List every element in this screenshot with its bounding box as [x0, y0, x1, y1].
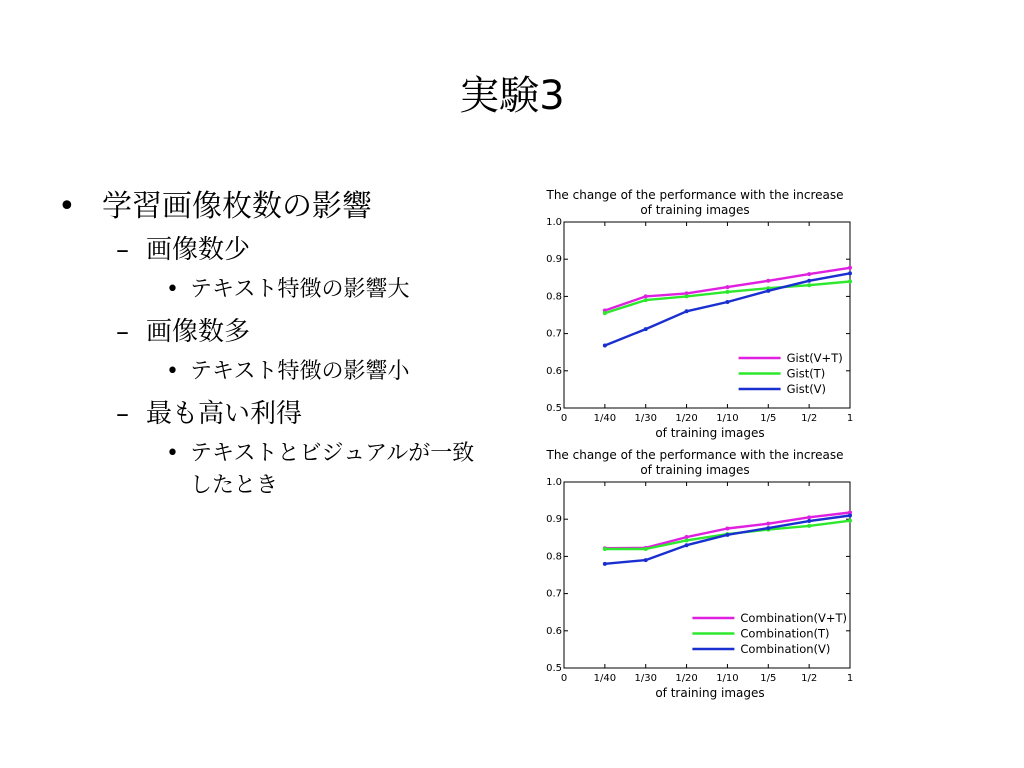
sub-bullet-text: 最も高い利得 [146, 399, 303, 429]
data-point [848, 266, 852, 270]
y-tick-label: 0.7 [546, 328, 562, 340]
legend-label: Combination(V) [740, 642, 831, 656]
series-line [605, 268, 850, 311]
sub-bullet-text: 画像数多 [146, 317, 251, 347]
sub-bullet-item [116, 230, 508, 270]
data-point [603, 547, 607, 551]
data-point [644, 294, 648, 298]
x-tick-label: 1/20 [675, 413, 698, 424]
x-tick-label: 1/10 [716, 673, 739, 684]
dash-marker: – [116, 235, 129, 265]
data-point [848, 271, 852, 275]
y-tick-label: 0.9 [546, 514, 562, 526]
x-tick-label: 1/40 [593, 673, 617, 684]
x-tick-label: 1/40 [593, 413, 617, 424]
dash-marker: – [116, 399, 129, 429]
dash-marker: – [116, 317, 129, 347]
data-point [807, 524, 811, 528]
x-tick-label: 1/30 [634, 673, 657, 684]
x-tick-label: 1/10 [716, 413, 739, 424]
x-tick-label: 1 [846, 413, 854, 424]
data-point [766, 526, 770, 530]
data-point [644, 558, 648, 562]
data-point [807, 279, 811, 283]
data-point [848, 280, 852, 284]
combination-performance-chart [527, 444, 867, 706]
data-point [766, 279, 770, 283]
chart-title: of training images [640, 463, 750, 477]
data-point [685, 309, 689, 313]
data-point [725, 533, 729, 537]
x-tick-label: 1/30 [634, 413, 657, 424]
chart-title: The change of the performance with the increase [546, 448, 844, 462]
data-point [603, 344, 607, 348]
y-tick-label: 0.5 [546, 403, 562, 414]
data-point [807, 272, 811, 276]
chart-title: of training images [640, 203, 750, 217]
data-point [644, 327, 648, 331]
sub-bullet-text: 画像数少 [146, 235, 251, 265]
legend-label: Gist(V) [786, 382, 827, 396]
y-tick-label: 1.0 [546, 477, 562, 488]
y-tick-label: 1.0 [546, 217, 562, 228]
sub-bullet-item [116, 394, 508, 434]
bullet-text: 学習画像枚数の影響 [102, 189, 372, 224]
data-point [766, 522, 770, 526]
legend-label: Gist(V+T) [786, 351, 843, 365]
x-axis-label: of training images [655, 426, 765, 440]
bullet-list [58, 186, 508, 508]
detail-bullet-text: テキスト特徴の影響大 [190, 277, 410, 302]
x-tick-label: 1/5 [760, 673, 777, 684]
data-point [848, 519, 852, 523]
x-tick-label: 1/2 [801, 673, 818, 684]
data-point [725, 290, 729, 294]
x-tick-label: 1/5 [760, 413, 777, 424]
x-tick-label: 1 [846, 673, 854, 684]
chart-title: The change of the performance with the increase [546, 188, 844, 202]
slide-title: 実験3 [459, 73, 565, 119]
detail-bullet-item [166, 356, 490, 388]
data-point [848, 513, 852, 517]
detail-bullet-item [166, 438, 490, 502]
x-tick-label: 0 [560, 413, 568, 424]
data-point [725, 300, 729, 304]
detail-bullet-item [166, 274, 490, 306]
detail-bullet-text: テキスト特徴の影響小 [190, 359, 410, 384]
series-line [605, 516, 850, 564]
gist-chart-svg [527, 184, 867, 446]
data-point [685, 294, 689, 298]
data-point [725, 527, 729, 531]
x-tick-label: 0 [560, 673, 568, 684]
y-tick-label: 0.9 [546, 254, 562, 266]
data-point [685, 543, 689, 547]
data-point [603, 562, 607, 566]
data-point [644, 547, 648, 551]
y-tick-label: 0.8 [546, 291, 562, 303]
legend-label: Combination(V+T) [740, 611, 848, 625]
bullet-marker: • [166, 277, 179, 302]
y-tick-label: 0.5 [546, 663, 562, 674]
data-point [807, 515, 811, 519]
data-point [685, 538, 689, 542]
data-point [603, 311, 607, 315]
detail-bullet-text: テキストとビジュアルが一致したとき [190, 441, 475, 498]
data-point [644, 298, 648, 302]
data-point [807, 283, 811, 287]
data-point [807, 519, 811, 523]
x-axis-label: of training images [655, 686, 765, 700]
sub-bullet-item [116, 312, 508, 352]
y-tick-label: 0.7 [546, 588, 562, 600]
y-tick-label: 0.6 [546, 365, 562, 377]
x-tick-label: 1/2 [801, 413, 818, 424]
bullet-marker: • [58, 189, 76, 224]
gist-performance-chart [527, 184, 867, 446]
data-point [766, 289, 770, 293]
legend-label: Gist(T) [786, 366, 826, 381]
y-tick-label: 0.8 [546, 551, 562, 563]
bullet-marker: • [166, 441, 179, 466]
x-tick-label: 1/20 [675, 673, 698, 684]
bullet-item [58, 186, 508, 228]
combination-chart-svg [527, 444, 867, 706]
y-tick-label: 0.6 [546, 625, 562, 637]
legend-label: Combination(T) [740, 626, 830, 641]
data-point [725, 285, 729, 289]
bullet-marker: • [166, 359, 179, 384]
